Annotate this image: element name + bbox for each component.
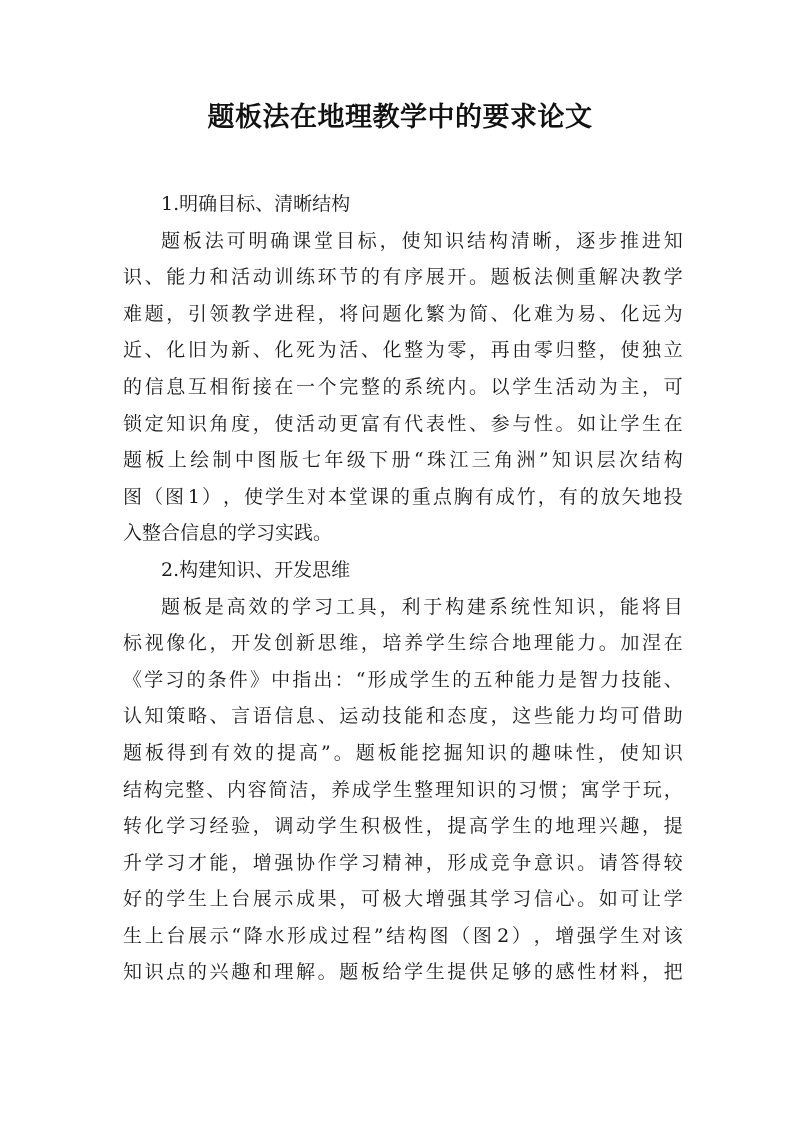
text-line: 图 （ 图 1 ） ， 使 学 生 对 本 堂 课 的 重 点 胸 有 成 竹 ， 有 的 放 矢 地 投: [123, 485, 683, 508]
text-line: 标 视 像 化 ， 开 发 创 新 思 维 ， 培 养 学 生 综 合 地 理 能 力 。 加 涅 在: [123, 632, 683, 655]
text-line: 难 题 ， 引 领 教 学 进 程 ， 将 问 题 化 繁 为 简 、 化 难 为 易 、 化 远 为: [123, 302, 683, 325]
text-line: 升 学 习 才 能 ， 增 强 协 作 学 习 精 神 ， 形 成 竞 争 意 识 。 请 答 得 较: [123, 851, 683, 874]
text-line: 锁 定 知 识 角 度 ， 使 活 动 更 富 有 代 表 性 、 参 与 性 。 如 让 学 生 在: [123, 412, 683, 435]
text-line: 好 的 学 生 上 台 展 示 成 果 ， 可 极 大 增 强 其 学 习 信 心 。 如 可 让 学: [123, 888, 683, 911]
document-body: [123, 186, 683, 991]
text-line: 题 板 是 高 效 的 学 习 工 具 ， 利 于 构 建 系 统 性 知 识 ， 能 将 目: [161, 595, 683, 618]
text-line: 《 学 习 的 条 件 》 中 指 出 ： “ 形 成 学 生 的 五 种 能 力 是 智 力 技 能 、: [123, 668, 683, 691]
text-line: 题 板 上 绘 制 中 图 版 七 年 级 下 册 “ 珠 江 三 角 洲 ” 知 识 层 次 结 构: [123, 449, 683, 472]
text-line: 2.构建知识、开发思维: [161, 558, 351, 581]
text-line: 的 信 息 互 相 衔 接 在 一 个 完 整 的 系 统 内 。 以 学 生 活 动 为 主 ， 可: [123, 375, 683, 398]
document-title: 题板法在地理教学中的要求论文: [207, 102, 593, 133]
text-line: 生 上 台 展 示 “ 降 水 形 成 过 程 ” 结 构 图 （ 图 2 ） ， 增 强 学 生 对 该: [123, 924, 683, 947]
text-line: 识 、 能 力 和 活 动 训 练 环 节 的 有 序 展 开 。 题 板 法 侧 重 解 决 教 学: [123, 266, 683, 289]
text-line: 结 构 完 整 、 内 容 简 洁 ， 养 成 学 生 整 理 知 识 的 习 惯 ； 寓 学 于 玩 ，: [123, 778, 683, 801]
text-line: 入整合信息的学习实践。: [123, 522, 333, 545]
text-line: 认 知 策 略 、 言 语 信 息 、 运 动 技 能 和 态 度 ， 这 些 能 力 均 可 借 助: [123, 705, 683, 728]
text-line: 转 化 学 习 经 验 ， 调 动 学 生 积 极 性 ， 提 高 学 生 的 地 理 兴 趣 ， 提: [123, 815, 683, 838]
text-line: 题 板 得 到 有 效 的 提 高 ” 。 题 板 能 挖 掘 知 识 的 趣 味 性 ， 使 知 识: [123, 741, 683, 764]
text-line: 1.明确目标、清晰结构: [161, 193, 351, 215]
text-line: 题 板 法 可 明 确 课 堂 目 标 ， 使 知 识 结 构 清 晰 ， 逐 步 推 进 知: [161, 229, 683, 252]
text-line: 近 、 化 旧 为 新 、 化 死 为 活 、 化 整 为 零 ， 再 由 零 归 整 ， 使 独 立: [123, 339, 683, 362]
text-line: 知 识 点 的 兴 趣 和 理 解 。 题 板 给 学 生 提 供 足 够 的 感 性 材 料 ， 把: [123, 961, 683, 984]
